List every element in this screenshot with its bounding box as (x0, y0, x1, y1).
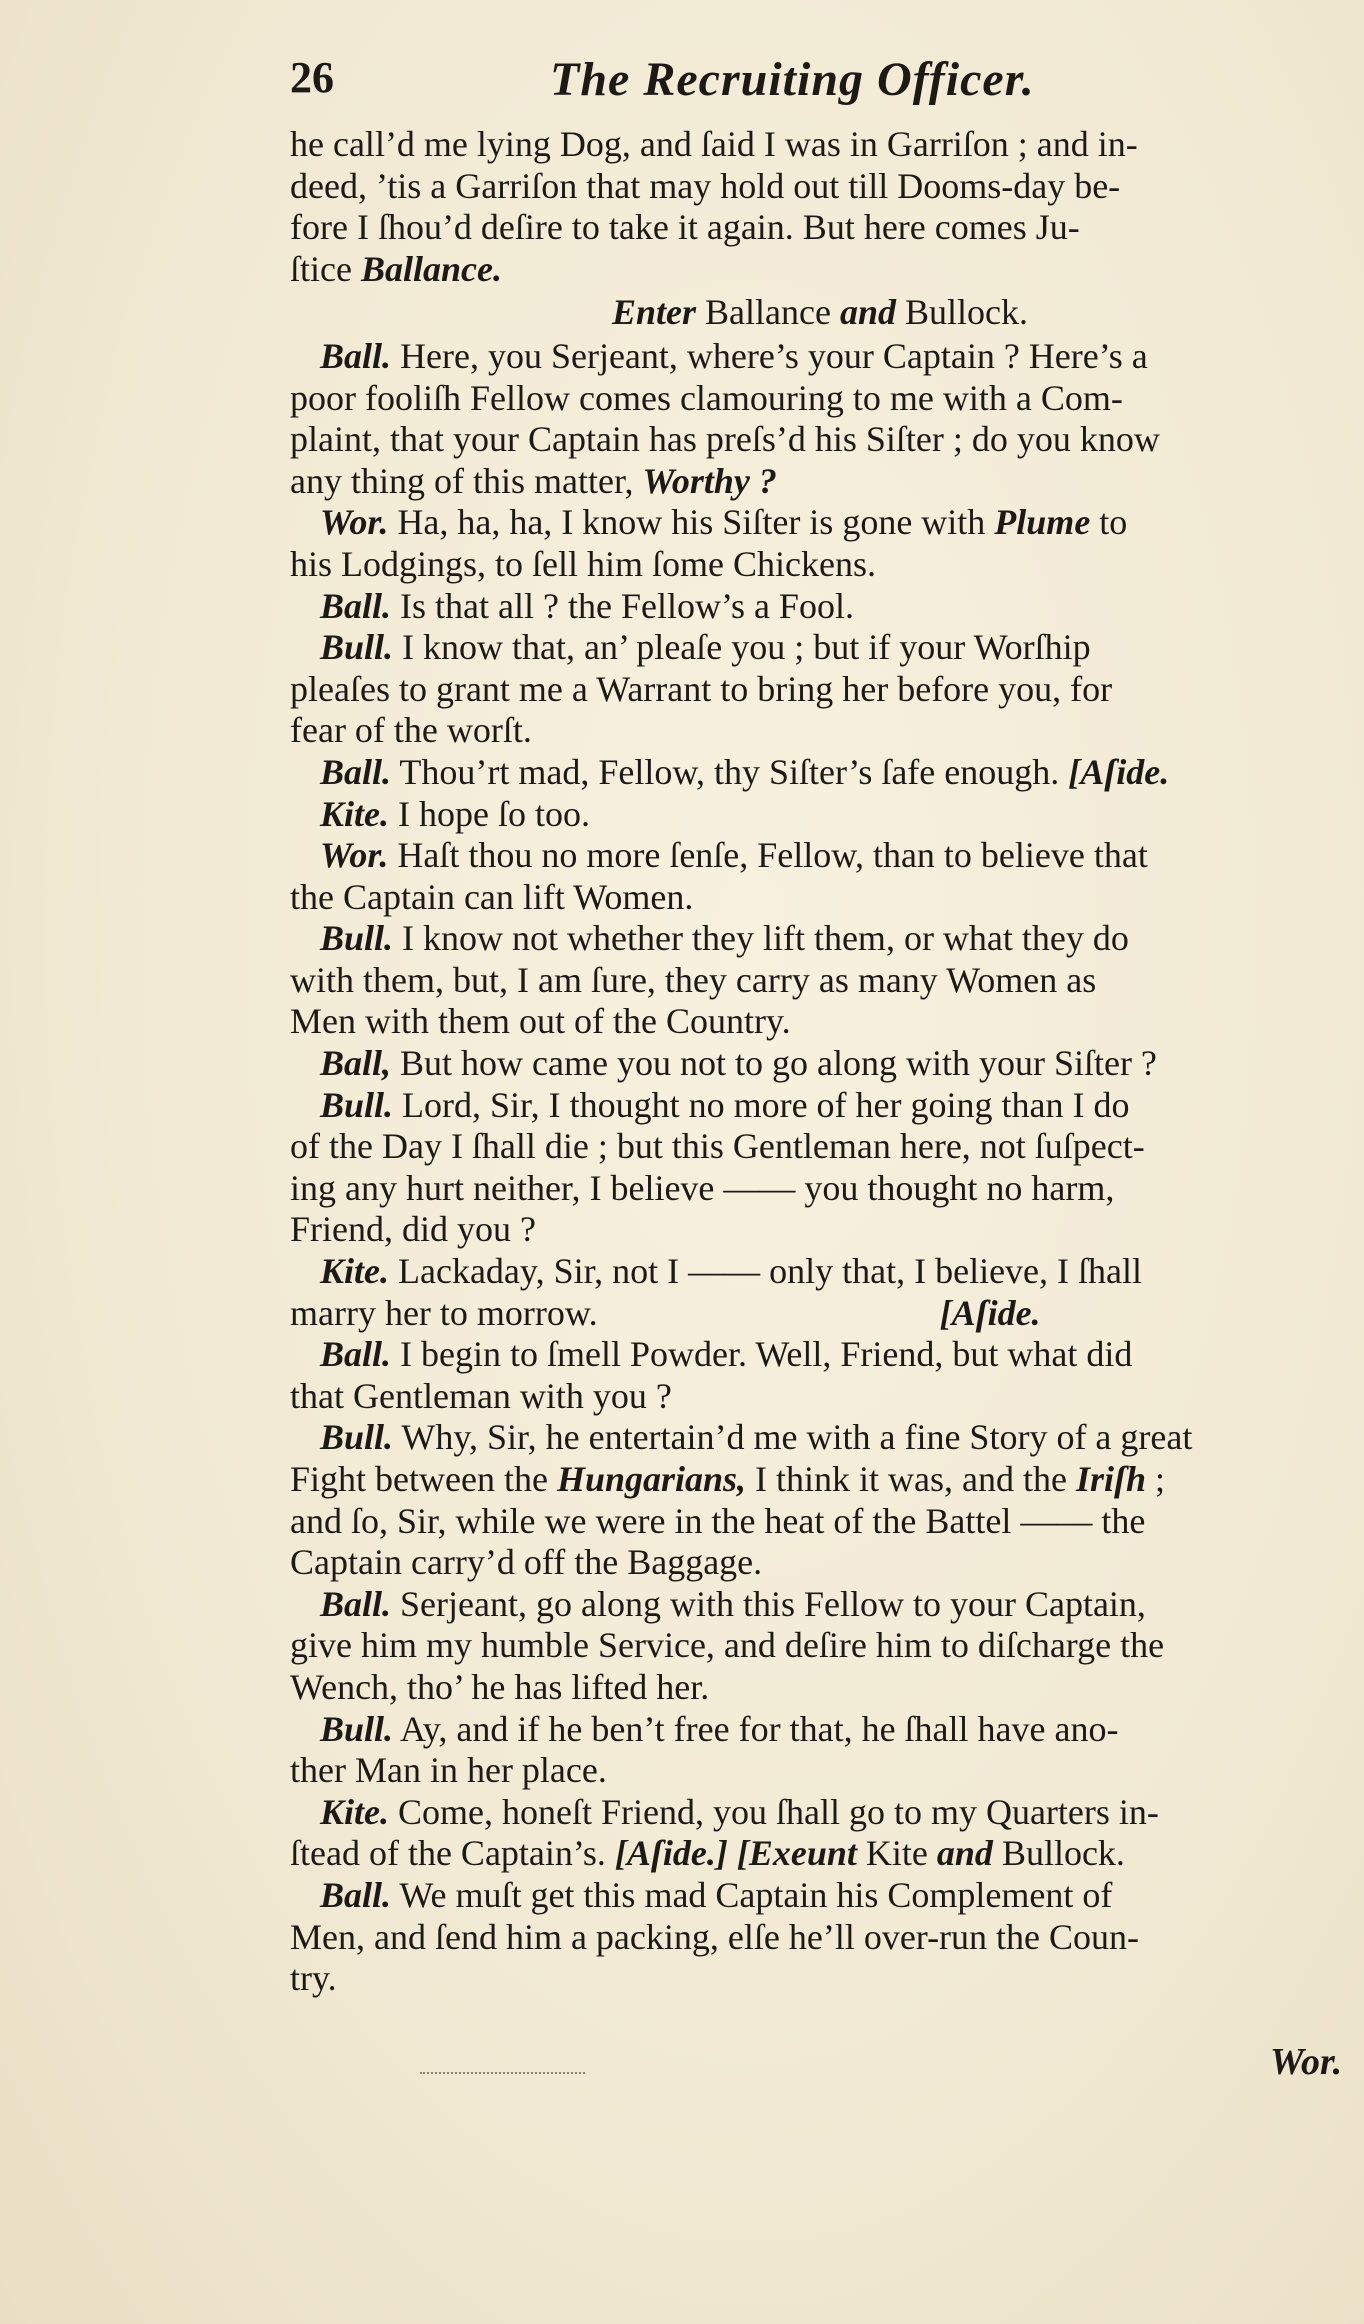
text-run: ther Man in her place. (290, 1750, 607, 1791)
text-line (290, 710, 1350, 752)
text-line (290, 835, 1350, 877)
italic-run: and (936, 1833, 993, 1874)
italic-run: and (839, 292, 896, 333)
text-line (290, 378, 1350, 420)
text-run: Come, honeſt Friend, you ſhall go to my Quarters in- (389, 1791, 1159, 1832)
text-line (290, 1833, 1350, 1875)
text-line (290, 502, 1350, 544)
italic-run: Plume (994, 502, 1091, 543)
italic-run: Ball. (320, 751, 392, 792)
text-run: Bullock. (992, 1833, 1125, 1874)
text-run: Lackaday, Sir, not I —— only that, I believe, I ſhall (389, 1251, 1143, 1292)
ink-smudge (420, 2068, 585, 2074)
page-header (290, 52, 1290, 132)
text-run: fore I ſhou’d deſire to take it again. But here comes Ju- (290, 207, 1080, 248)
text-run: Fight between the (290, 1459, 557, 1499)
text-run: of the Day I ſhall die ; but this Gentleman here, not ſuſpect- (290, 1126, 1145, 1167)
text-run: Ballance (696, 292, 840, 333)
running-title: The Recruiting Officer. (550, 53, 1035, 106)
text-line (290, 249, 1350, 291)
text-line (290, 544, 1350, 586)
text-run: and ſo, Sir, while we were in the heat of the Battel —— the (290, 1500, 1146, 1541)
text-run: he call’d me lying Dog, and ſaid I was in Garriſon ; and in- (290, 124, 1138, 164)
text-line (290, 586, 1350, 628)
text-run: But how came you not to go along with your Siſter ? (391, 1043, 1157, 1084)
text-run: Thou’rt mad, Fellow, thy Siſter’s ſafe enough. (391, 751, 1069, 792)
italic-run: Bull. (320, 1708, 394, 1749)
text-run: Lord, Sir, I thought no more of her going than I do (393, 1084, 1130, 1125)
text-run: Ha, ha, ha, I know his Siſter is gone with (388, 502, 995, 543)
text-run: deed, ’tis a Garriſon that may hold out till Dooms-day be- (290, 165, 1121, 206)
text-run: give him my humble Service, and deſire him to diſcharge the (290, 1625, 1165, 1666)
italic-run: Kite. (320, 793, 389, 834)
text-run: ing any hurt neither, I believe —— you thought no harm, (290, 1167, 1115, 1208)
italic-run: Bull. (320, 1084, 394, 1125)
text-line (290, 207, 1350, 249)
text-line (290, 960, 1350, 1002)
text-line (290, 669, 1350, 711)
text-line (290, 1501, 1350, 1543)
italic-run: Kite. (320, 1791, 389, 1832)
italic-run: Worthy ? (642, 460, 777, 501)
text-run: I begin to ſmell Powder. Well, Friend, but what did (391, 1334, 1133, 1375)
text-line (290, 1459, 1350, 1501)
text-line (290, 1667, 1350, 1709)
text-run: Kite (856, 1833, 937, 1874)
text-line (290, 1085, 1350, 1127)
text-line (290, 1542, 1350, 1584)
italic-run: [Aſide.] (614, 1833, 728, 1874)
text-run: I hope ſo too. (389, 793, 590, 834)
text-line (290, 877, 1350, 919)
page-number: 26 (290, 53, 334, 102)
text-line (290, 1709, 1350, 1751)
text-line (290, 1001, 1350, 1043)
italic-run: Bull. (320, 627, 394, 668)
text-line (290, 461, 1350, 503)
text-line (290, 1209, 1350, 1251)
text-run: Ay, and if he ben’t free for that, he ſhall have ano- (393, 1708, 1119, 1749)
italic-run: Bull. (320, 1417, 394, 1458)
text-run: I know not whether they lift them, or what they do (393, 918, 1129, 959)
text-line (290, 1917, 1350, 1959)
text-line (290, 336, 1350, 378)
italic-run: Hungarians, (556, 1459, 747, 1499)
italic-run: Wor. (320, 502, 389, 543)
catchword: Wor. (1270, 2041, 1343, 2083)
text-line (290, 752, 1350, 794)
italic-run: Ball. (320, 1334, 392, 1375)
text-run: pleaſes to grant me a Warrant to bring her before you, for (290, 668, 1113, 709)
italic-run: [Exeunt (736, 1833, 857, 1874)
text-run: Bullock. (896, 292, 1028, 333)
text-line (290, 1958, 1350, 2000)
text-line (290, 1168, 1350, 1210)
text-line (290, 1043, 1350, 1085)
text-run: Wench, tho’ he has lifted her. (290, 1666, 710, 1707)
text-line (290, 419, 1350, 461)
text-line (290, 1334, 1350, 1376)
text-run: Is that all ? the Fellow’s a Fool. (391, 585, 854, 626)
italic-run: Enter (612, 292, 697, 333)
italic-run: Ball. (320, 1583, 392, 1624)
text-run: that Gentleman with you ? (290, 1375, 672, 1416)
text-run: marry her to morrow. (290, 1292, 940, 1333)
text-run: try. (290, 1958, 337, 1999)
text-run: with them, but, I am ſure, they carry as many Women as (290, 959, 1097, 1000)
text-run: I know that, an’ pleaſe you ; but if your Worſhip (393, 627, 1091, 668)
text-run: ſtead of the Captain’s. (290, 1833, 615, 1874)
italic-run: Kite. (320, 1251, 389, 1292)
text-line (290, 918, 1350, 960)
text-run: poor fooliſh Fellow comes clamouring to me with a Com- (290, 377, 1123, 418)
italic-run: [Aſide. (939, 1292, 1041, 1333)
text-line (290, 1584, 1350, 1626)
italic-run: Ball. (320, 1874, 392, 1915)
text-line (290, 292, 1350, 334)
text-run: ; (1146, 1459, 1166, 1499)
text-line (290, 1875, 1350, 1917)
text-line (290, 1792, 1350, 1834)
body-text (290, 124, 1350, 2000)
text-run: the Captain can lift Women. (290, 876, 694, 917)
text-line (290, 627, 1350, 669)
text-line (290, 1293, 1350, 1335)
text-run: plaint, that your Captain has preſs’d his Siſter ; do you know (290, 419, 1160, 460)
italic-run: [Aſide. (1068, 751, 1170, 792)
text-line (290, 1625, 1350, 1667)
text-line (290, 1126, 1350, 1168)
text-run: Serjeant, go along with this Fellow to your Captain, (391, 1583, 1146, 1624)
italic-run: Ball. (320, 585, 392, 626)
text-line (290, 166, 1350, 208)
italic-run: Ballance. (360, 248, 502, 289)
text-line (290, 1376, 1350, 1418)
text-run: Haſt thou no more ſenſe, Fellow, than to believe that (388, 835, 1148, 876)
text-run: Men, and ſend him a packing, elſe he’ll over-run the Coun- (290, 1916, 1140, 1957)
italic-run: Ball. (320, 335, 392, 376)
text-line (290, 1251, 1350, 1293)
text-run: Men with them out of the Country. (290, 1001, 791, 1042)
text-run: I think it was, and the (746, 1459, 1076, 1499)
text-run: Why, Sir, he entertain’d me with a fine Story of a great (393, 1417, 1193, 1458)
text-line (290, 124, 1350, 166)
text-run: any thing of this matter, (290, 460, 643, 501)
text-line (290, 1750, 1350, 1792)
text-run: ſtice (290, 248, 361, 289)
text-run: We muſt get this mad Captain his Complement of (391, 1874, 1113, 1915)
text-line (290, 794, 1350, 836)
text-run: fear of the worſt. (290, 710, 532, 751)
text-run: to (1090, 502, 1128, 543)
text-run: Friend, did you ? (290, 1209, 536, 1250)
text-run: Captain carry’d off the Baggage. (290, 1542, 763, 1583)
text-run (728, 1833, 737, 1873)
text-line (290, 1417, 1350, 1459)
italic-run: Bull. (320, 918, 394, 959)
text-run: his Lodgings, to ſell him ſome Chickens. (290, 543, 876, 584)
italic-run: Iriſh (1076, 1459, 1147, 1499)
text-run: Here, you Serjeant, where’s your Captain ? Here’s a (391, 335, 1148, 376)
italic-run: Ball, (320, 1043, 392, 1084)
italic-run: Wor. (320, 835, 389, 876)
